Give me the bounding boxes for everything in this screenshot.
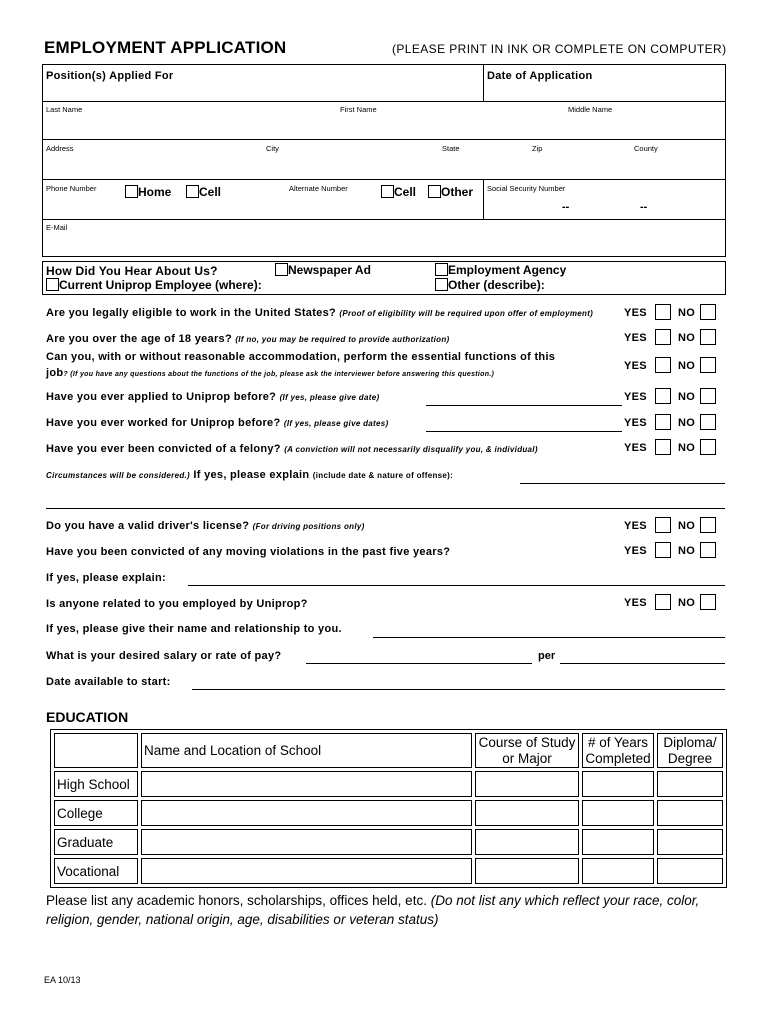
- years-cell[interactable]: [582, 771, 654, 797]
- diploma-cell[interactable]: [657, 858, 723, 884]
- q7-yes-checkbox[interactable]: [655, 517, 671, 533]
- newspaper-ad-checkbox[interactable]: [275, 263, 288, 276]
- q2-no-checkbox[interactable]: [700, 329, 716, 345]
- per-label: per: [538, 650, 556, 662]
- zip-label: Zip: [532, 144, 543, 153]
- q-essential-functions: Can you, with or without reasonable accommodation, perform the essential functions of this: [46, 351, 556, 363]
- form-id: EA 10/13: [44, 975, 81, 985]
- applied-date-line[interactable]: [426, 405, 622, 406]
- worked-dates-line[interactable]: [426, 431, 622, 432]
- cell-checkbox[interactable]: [186, 185, 199, 198]
- other-referral-label: Other (describe):: [448, 278, 545, 292]
- alternate-number-label: Alternate Number: [289, 184, 348, 193]
- date-available-line[interactable]: [192, 689, 725, 690]
- years-cell[interactable]: [582, 800, 654, 826]
- last-name-label: Last Name: [46, 105, 83, 114]
- q-date-available: Date available to start:: [46, 676, 171, 688]
- course-cell[interactable]: [475, 829, 579, 855]
- q-moving-violations: Have you been convicted of any moving violations in the past five years?: [46, 546, 451, 558]
- yes-label: YES: [624, 417, 647, 429]
- q-worked-before: Have you ever worked for Uniprop before? (If yes, please give dates): [46, 417, 389, 429]
- q1-no-checkbox[interactable]: [700, 304, 716, 320]
- diploma-cell[interactable]: [657, 829, 723, 855]
- q-related-explain: If yes, please give their name and relationship to you.: [46, 623, 342, 635]
- no-label: NO: [678, 307, 696, 319]
- felony-explain-line-2[interactable]: [46, 508, 725, 509]
- state-label: State: [442, 144, 460, 153]
- cell-label: Cell: [199, 185, 222, 199]
- row-label: College: [54, 800, 138, 826]
- yes-label: YES: [624, 545, 647, 557]
- email-field[interactable]: [42, 219, 726, 257]
- q-essential-functions-cont: job? (If you have any questions about the functions of the job, please ask the interviewer before answering this question.): [46, 367, 495, 379]
- col-course-header: Course of Study or Major: [475, 733, 579, 768]
- no-label: NO: [678, 391, 696, 403]
- education-table: [50, 729, 727, 888]
- yes-label: YES: [624, 442, 647, 454]
- q7-no-checkbox[interactable]: [700, 517, 716, 533]
- q8-yes-checkbox[interactable]: [655, 542, 671, 558]
- related-explain-line[interactable]: [373, 637, 725, 638]
- referral-section: [42, 261, 726, 295]
- table-row: [54, 771, 723, 797]
- row-label: Graduate: [54, 829, 138, 855]
- ssn-field[interactable]: [483, 179, 726, 220]
- positions-field[interactable]: [42, 64, 484, 102]
- q4-yes-checkbox[interactable]: [655, 388, 671, 404]
- diploma-cell[interactable]: [657, 800, 723, 826]
- row-label: High School: [54, 771, 138, 797]
- no-label: NO: [678, 332, 696, 344]
- q5-no-checkbox[interactable]: [700, 414, 716, 430]
- salary-line[interactable]: [306, 663, 532, 664]
- q1-yes-checkbox[interactable]: [655, 304, 671, 320]
- email-label: E-Mail: [46, 223, 68, 232]
- q-related-employee: Is anyone related to you employed by Uniprop?: [46, 598, 308, 610]
- yes-label: YES: [624, 360, 647, 372]
- newspaper-ad-label: Newspaper Ad: [288, 263, 371, 277]
- yes-label: YES: [624, 307, 647, 319]
- q-applied-before: Have you ever applied to Uniprop before? (If yes, please give date): [46, 391, 380, 403]
- other-referral-checkbox[interactable]: [435, 278, 448, 291]
- referral-question: How Did You Hear About Us?: [46, 264, 218, 278]
- col-name-header: Name and Location of School: [141, 733, 472, 768]
- home-label: Home: [138, 185, 172, 199]
- phone-field[interactable]: [42, 179, 484, 220]
- other-label: Other: [441, 185, 474, 199]
- address-label: Address: [46, 144, 74, 153]
- no-label: NO: [678, 597, 696, 609]
- employment-agency-label: Employment Agency: [448, 263, 567, 277]
- q9-yes-checkbox[interactable]: [655, 594, 671, 610]
- current-employee-checkbox[interactable]: [46, 278, 59, 291]
- pay-period-line[interactable]: [560, 663, 725, 664]
- felony-explain-line-1[interactable]: [520, 483, 725, 484]
- date-of-application-field[interactable]: [483, 64, 726, 102]
- yes-label: YES: [624, 597, 647, 609]
- years-cell[interactable]: [582, 829, 654, 855]
- table-row: [54, 800, 723, 826]
- positions-label: Position(s) Applied For: [46, 70, 174, 82]
- name-field[interactable]: [42, 101, 726, 140]
- q6-no-checkbox[interactable]: [700, 439, 716, 455]
- middle-name-label: Middle Name: [568, 105, 613, 114]
- home-checkbox[interactable]: [125, 185, 138, 198]
- q3-no-checkbox[interactable]: [700, 357, 716, 373]
- date-of-application-label: Date of Application: [487, 70, 593, 82]
- col-years-header: # of Years Completed: [582, 733, 654, 768]
- q-felony: Have you ever been convicted of a felony? (A conviction will not necessarily disqualify you, & individual): [46, 443, 538, 455]
- education-header-row: [54, 733, 723, 768]
- q9-no-checkbox[interactable]: [700, 594, 716, 610]
- q5-yes-checkbox[interactable]: [655, 414, 671, 430]
- school-cell[interactable]: [141, 800, 472, 826]
- ssn-separator-1: --: [562, 201, 570, 213]
- q-drivers-license: Do you have a valid driver's license? (For driving positions only): [46, 520, 365, 532]
- q-over-18: Are you over the age of 18 years? (If no, you may be required to provide authorization): [46, 333, 450, 345]
- q4-no-checkbox[interactable]: [700, 388, 716, 404]
- school-cell[interactable]: [141, 771, 472, 797]
- q2-yes-checkbox[interactable]: [655, 329, 671, 345]
- ssn-separator-2: --: [640, 201, 648, 213]
- course-cell[interactable]: [475, 858, 579, 884]
- county-label: County: [634, 144, 658, 153]
- no-label: NO: [678, 417, 696, 429]
- q-desired-salary: What is your desired salary or rate of pay?: [46, 650, 282, 662]
- city-label: City: [266, 144, 279, 153]
- no-label: NO: [678, 520, 696, 532]
- no-label: NO: [678, 545, 696, 557]
- q6-yes-checkbox[interactable]: [655, 439, 671, 455]
- yes-label: YES: [624, 520, 647, 532]
- q-felony-explain: Circumstances will be considered.) If yes, please explain (include date & nature of offense):: [46, 469, 454, 481]
- print-instruction: (PLEASE PRINT IN INK OR COMPLETE ON COMPUTER): [392, 42, 727, 56]
- table-row: [54, 829, 723, 855]
- yes-label: YES: [624, 391, 647, 403]
- honors-note: Please list any academic honors, scholarships, offices held, etc. (Do not list any which reflect your race, color, religion, gender, national origin, age, disabilities or veteran status): [46, 893, 700, 927]
- diploma-cell[interactable]: [657, 771, 723, 797]
- corner-cell: [54, 733, 138, 768]
- no-label: NO: [678, 442, 696, 454]
- school-cell[interactable]: [141, 829, 472, 855]
- page-title: EMPLOYMENT APPLICATION: [44, 38, 287, 57]
- no-label: NO: [678, 360, 696, 372]
- other-checkbox[interactable]: [428, 185, 441, 198]
- current-employee-label: Current Uniprop Employee (where):: [59, 278, 262, 292]
- phone-number-label: Phone Number: [46, 184, 97, 193]
- course-cell[interactable]: [475, 800, 579, 826]
- alt-cell-label: Cell: [394, 185, 417, 199]
- violations-explain-line[interactable]: [188, 585, 725, 586]
- years-cell[interactable]: [582, 858, 654, 884]
- col-diploma-header: Diploma/ Degree: [657, 733, 723, 768]
- yes-label: YES: [624, 332, 647, 344]
- row-label: Vocational: [54, 858, 138, 884]
- education-heading: EDUCATION: [46, 709, 129, 725]
- first-name-label: First Name: [340, 105, 377, 114]
- alt-cell-checkbox[interactable]: [381, 185, 394, 198]
- school-cell[interactable]: [141, 858, 472, 884]
- q8-no-checkbox[interactable]: [700, 542, 716, 558]
- address-field[interactable]: [42, 139, 726, 180]
- q-violations-explain: If yes, please explain:: [46, 572, 167, 584]
- q-eligible-to-work: Are you legally eligible to work in the United States? (Proof of eligibility will be required upon offer of employment): [46, 307, 594, 319]
- course-cell[interactable]: [475, 771, 579, 797]
- table-row: [54, 858, 723, 884]
- employment-agency-checkbox[interactable]: [435, 263, 448, 276]
- ssn-label: Social Security Number: [487, 184, 566, 193]
- q3-yes-checkbox[interactable]: [655, 357, 671, 373]
